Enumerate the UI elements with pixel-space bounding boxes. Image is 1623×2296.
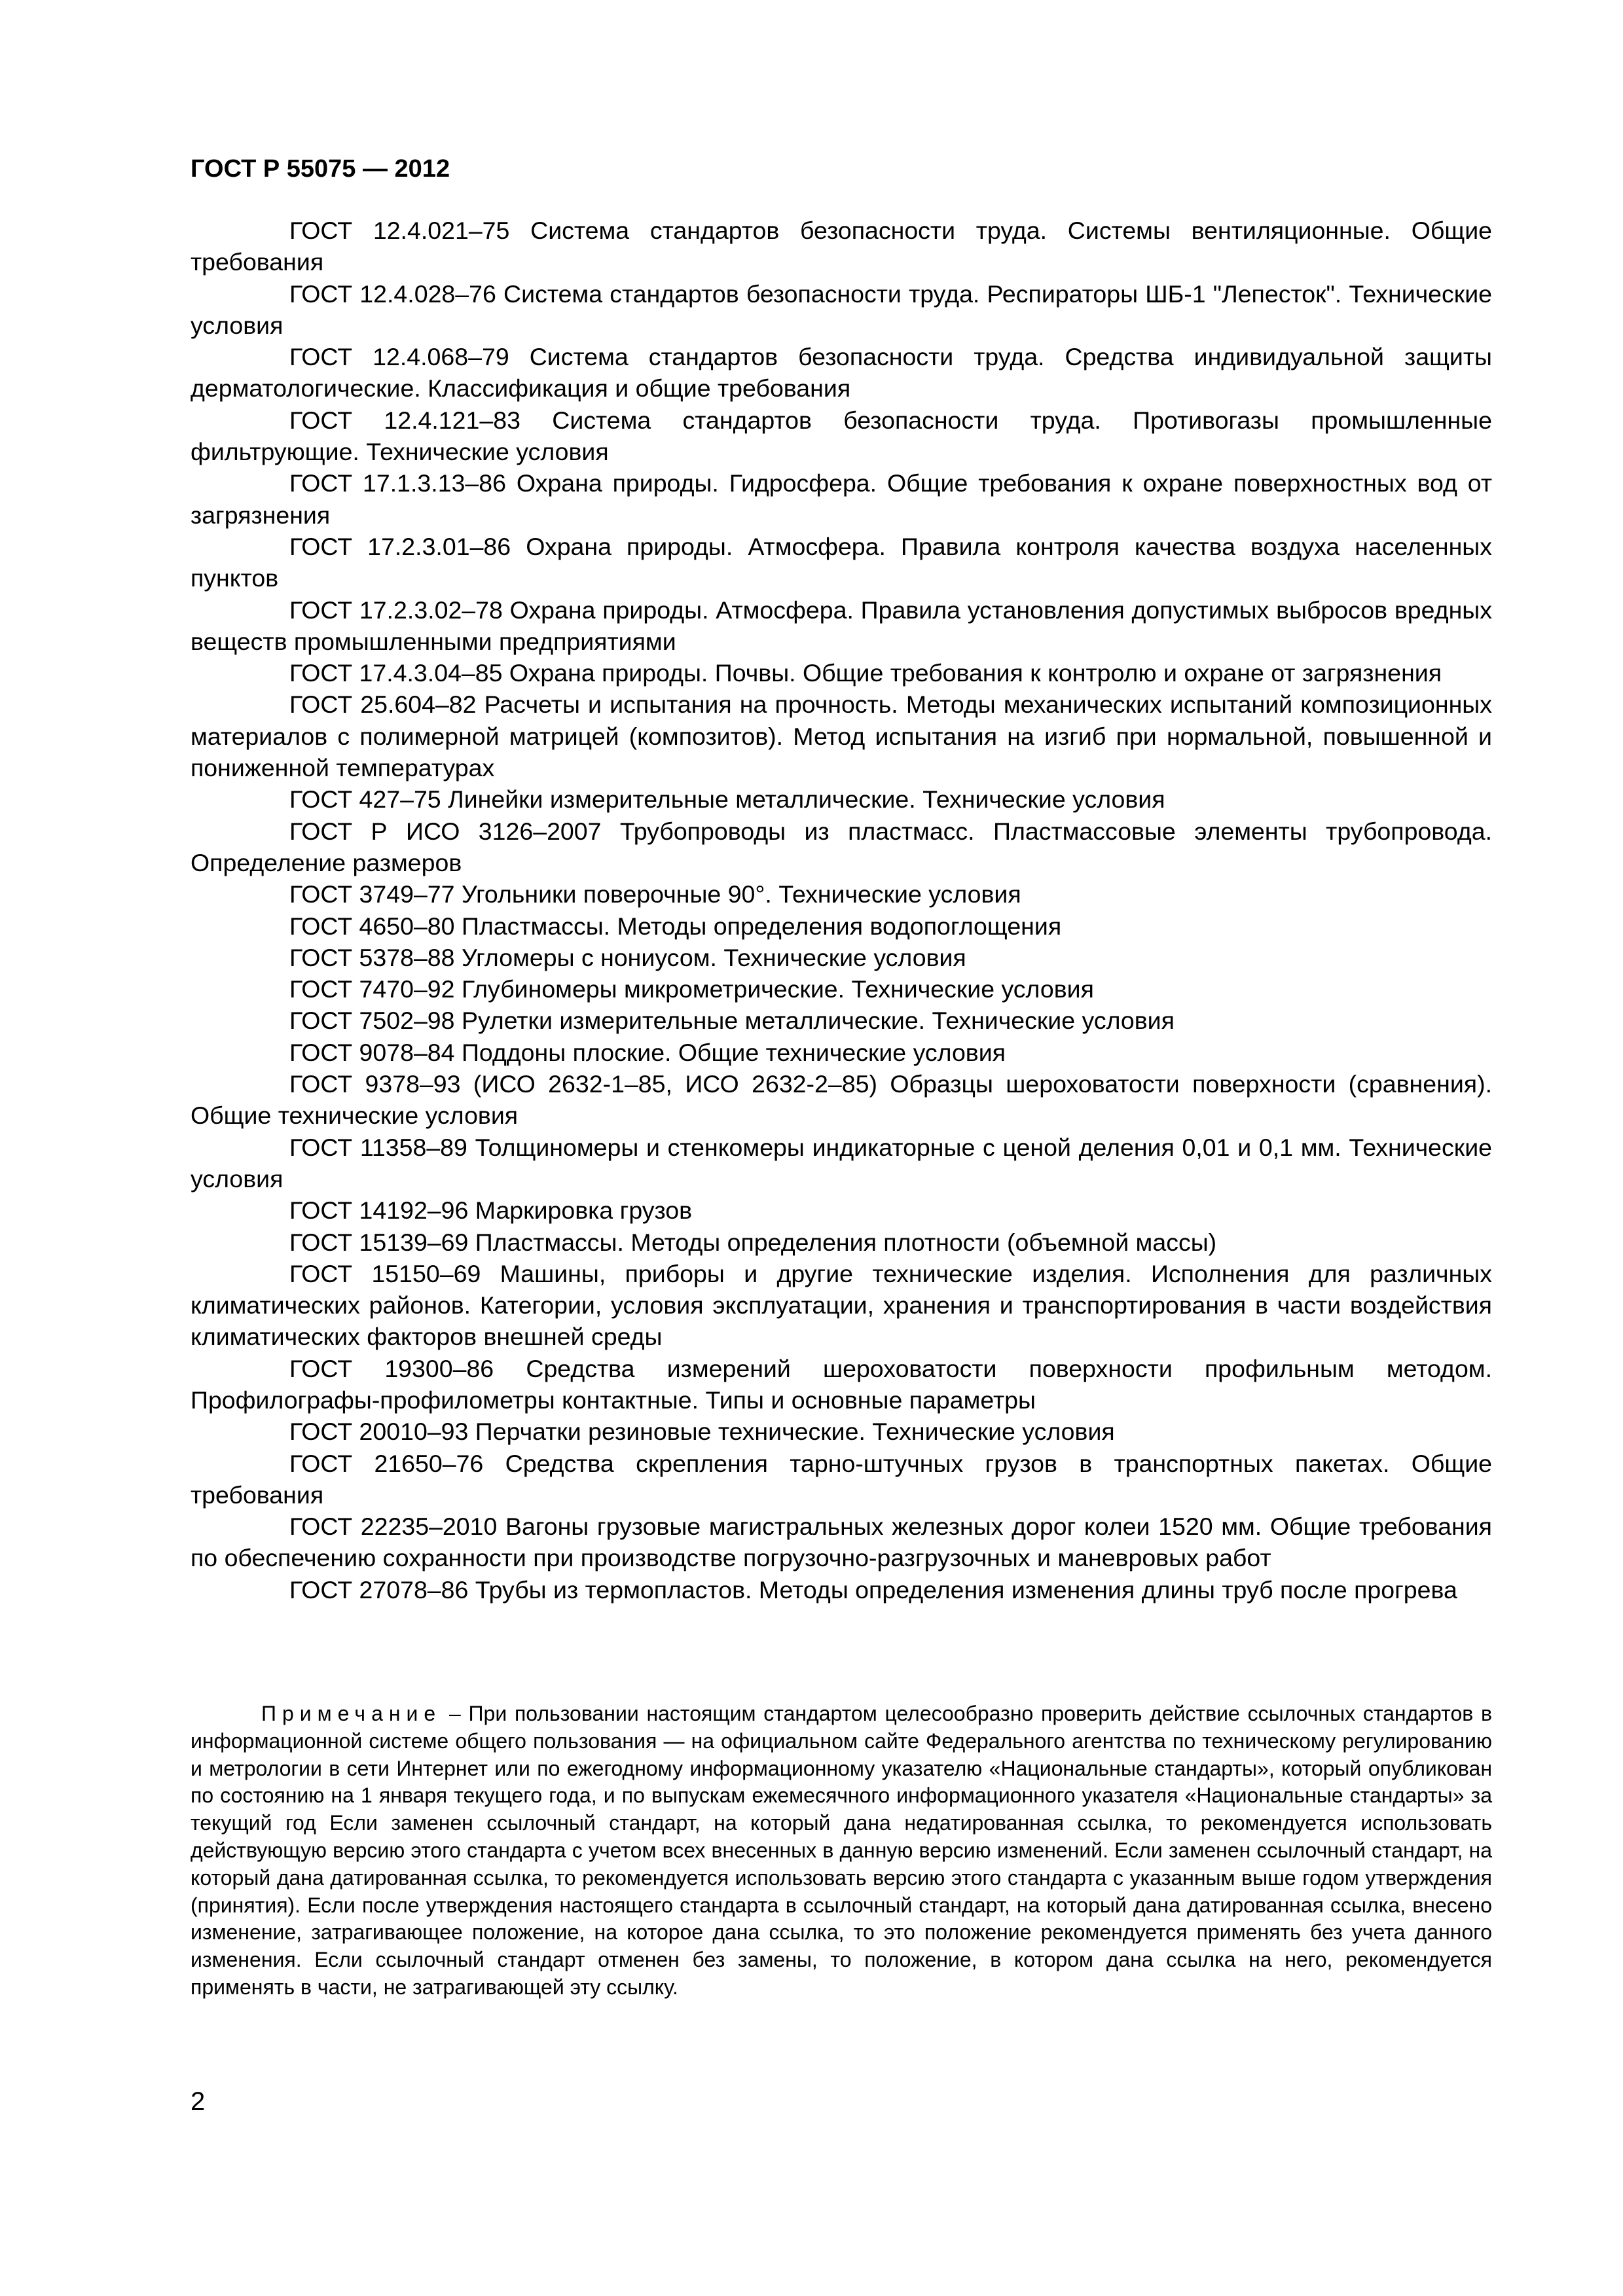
reference-item: ГОСТ 17.1.3.13–86 Охрана природы. Гидросфера. Общие требования к охране поверхностных вод от загрязнения (191, 469, 1492, 529)
reference-item: ГОСТ 25.604–82 Расчеты и испытания на прочность. Методы механических испытаний композиционных материалов с полимерной матрицей (композитов). Метод испытания на изгиб при нормальной, повышенной и пониженной температурах (191, 691, 1492, 782)
reference-item: ГОСТ 27078–86 Трубы из термопластов. Методы определения изменения длины труб после прогрева (289, 1575, 1457, 1604)
reference-item: ГОСТ 7470–92 Глубиномеры микрометрические. Технические условия (289, 975, 1094, 1003)
reference-item: ГОСТ 17.4.3.04–85 Охрана природы. Почвы. Общие требования к контролю и охране от загрязнения (289, 659, 1442, 687)
note-paragraph (191, 1700, 1492, 2001)
note-text: – При пользовании настоящим стандартом целесообразно проверить действие ссылочных стандартов в информационной системе общего пользования — на официальном сайте Федерального агентства по техническому регулированию и метрологии в сети Интернет или по ежегодному информационному указателю «Национальные стандарты», который опубликован по состоянию на 1 января текущего года, и по выпускам ежемесячного информационного указателя «Национальные стандарты» за текущий год Если заменен ссылочный стандарт, на который дана недатированная ссылка, то рекомендуется использовать действующую версию этого стандарта с учетом всех внесенных в данную версию изменений. Если заменен ссылочный стандарт, на который дана датированная ссылка, то рекомендуется использовать версию этого стандарта с указанным выше годом утверждения (принятия). Если после утверждения настоящего стандарта в ссылочный стандарт, на который дана датированная ссылка, внесено изменение, затрагивающее положение, на которое дана ссылка, то это положение рекомендуется применять без учета данного изменения. Если ссылочный стандарт отменен без замены, то положение, в котором дана ссылка на него, рекомендуется применять в части, не затрагивающей эту ссылку. (191, 1702, 1492, 1999)
reference-item: ГОСТ 12.4.121–83 Система стандартов безопасности труда. Противогазы промышленные фильтрующие. Технические условия (191, 406, 1492, 466)
note-label: Примечание (261, 1702, 442, 1725)
reference-item: ГОСТ 20010–93 Перчатки резиновые технические. Технические условия (289, 1418, 1115, 1446)
document-header: ГОСТ Р 55075 — 2012 (191, 155, 450, 183)
reference-item: ГОСТ 427–75 Линейки измерительные металлические. Технические условия (289, 785, 1165, 814)
reference-item: ГОСТ 12.4.021–75 Система стандартов безопасности труда. Системы вентиляционные. Общие требования (191, 217, 1492, 276)
reference-item: ГОСТ 3749–77 Угольники поверочные 90°. Технические условия (289, 880, 1021, 908)
reference-item: ГОСТ 21650–76 Средства скрепления тарно-штучных грузов в транспортных пакетах. Общие требования (191, 1449, 1492, 1509)
reference-item: ГОСТ 17.2.3.01–86 Охрана природы. Атмосфера. Правила контроля качества воздуха населенных пунктов (191, 532, 1492, 592)
reference-item: ГОСТ 4650–80 Пластмассы. Методы определения водопоглощения (289, 912, 1062, 940)
reference-item: ГОСТ 12.4.028–76 Система стандартов безопасности труда. Респираторы ШБ-1 "Лепесток". Технические условия (191, 279, 1492, 339)
reference-item: ГОСТ 15139–69 Пластмассы. Методы определения плотности (объемной массы) (289, 1228, 1217, 1256)
normative-references-list (191, 215, 1492, 1605)
reference-item: ГОСТ Р ИСО 3126–2007 Трубопроводы из пластмасс. Пластмассовые элементы трубопровода. Определение размеров (191, 817, 1492, 876)
reference-item: ГОСТ 5378–88 Угломеры с нониусом. Технические условия (289, 943, 966, 971)
page-number: 2 (191, 2087, 206, 2116)
reference-item: ГОСТ 22235–2010 Вагоны грузовые магистральных железных дорог колеи 1520 мм. Общие требования по обеспечению сохранности при производстве погрузочно-разгрузочных и маневровых работ (191, 1513, 1492, 1572)
reference-item: ГОСТ 17.2.3.02–78 Охрана природы. Атмосфера. Правила установления допустимых выбросов вредных веществ промышленными предприятиями (191, 596, 1492, 655)
reference-item: ГОСТ 11358–89 Толщиномеры и стенкомеры индикаторные с ценой деления 0,01 и 0,1 мм. Технические условия (191, 1133, 1492, 1193)
reference-item: ГОСТ 9078–84 Поддоны плоские. Общие технические условия (289, 1038, 1006, 1066)
reference-item: ГОСТ 7502–98 Рулетки измерительные металлические. Технические условия (289, 1007, 1175, 1035)
reference-item: ГОСТ 14192–96 Маркировка грузов (289, 1196, 693, 1225)
reference-item: ГОСТ 12.4.068–79 Система стандартов безопасности труда. Средства индивидуальной защиты дерматологические. Классификация и общие требования (191, 343, 1492, 403)
reference-item: ГОСТ 15150–69 Машины, приборы и другие технические изделия. Исполнения для различных климатических районов. Категории, условия эксплуатации, хранения и транспортирования в части воздействия климатических факторов внешней среды (191, 1259, 1492, 1351)
note-block (191, 1700, 1492, 2001)
reference-item: ГОСТ 19300–86 Средства измерений шероховатости поверхности профильным методом. Профилографы-профилометры контактные. Типы и основные параметры (191, 1354, 1492, 1414)
reference-item: ГОСТ 9378–93 (ИСО 2632-1–85, ИСО 2632-2–85) Образцы шероховатости поверхности (сравнения). Общие технические условия (191, 1070, 1492, 1130)
